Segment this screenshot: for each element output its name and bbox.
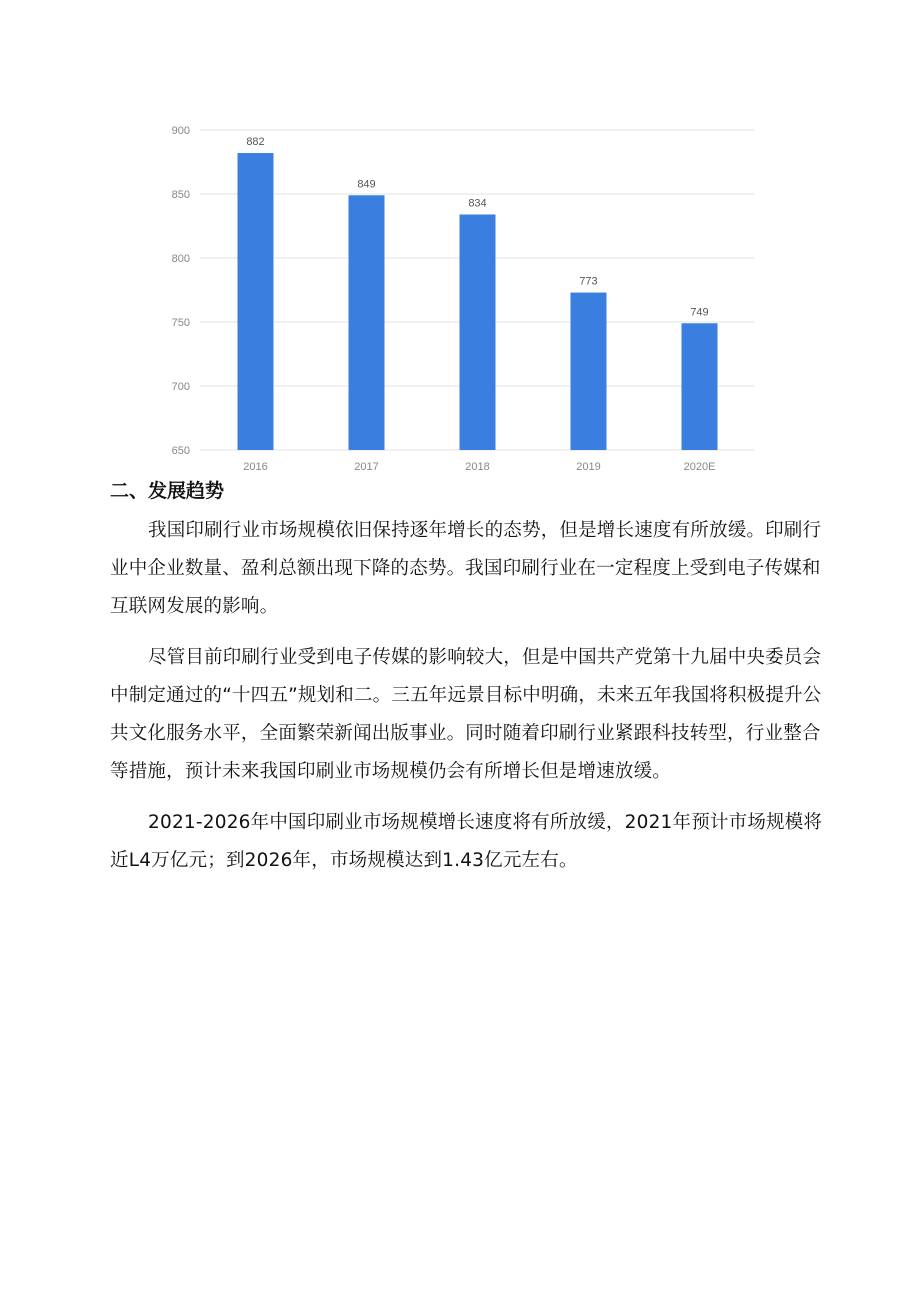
x-tick-label: 2016	[243, 461, 268, 473]
paragraph-3: 2021-2026年中国印刷业市场规模增长速度将有所放缓，2021年预计市场规模将近L4万亿元；到2026年，市场规模达到1.43亿元左右。	[110, 812, 823, 871]
y-tick-label: 900	[171, 125, 190, 137]
y-tick-label: 650	[171, 445, 190, 457]
y-tick-label: 750	[171, 317, 190, 329]
bar	[460, 214, 496, 450]
bar-value-label: 849	[357, 178, 376, 191]
y-tick-label: 850	[171, 189, 190, 201]
bar-value-label: 834	[468, 197, 487, 210]
paragraph-2: 尽管目前印刷行业受到电子传媒的影响较大，但是中国共产党第十九届中央委员会中制定通过的“十四五”规划和二。三五年远景目标中明确，未来五年我国将积极提升公共文化服务水平，全面繁荣新闻出版事业。同时随着印刷行业紧跟科技转型，行业整合等措施，预计未来我国印刷业市场规模仍会有所增长但是增速放缓。	[110, 647, 822, 782]
document-body	[110, 474, 830, 893]
y-tick-label: 700	[171, 381, 190, 393]
bar-value-label: 749	[690, 306, 709, 319]
x-tick-label: 2020E	[683, 461, 716, 473]
chart-canvas	[150, 115, 770, 480]
bar-chart	[150, 115, 770, 480]
x-tick-label: 2017	[354, 461, 379, 473]
bar	[571, 293, 607, 450]
x-tick-label: 2019	[576, 461, 601, 473]
section-title: 二、发展趋势	[110, 480, 225, 502]
bar	[349, 195, 385, 450]
bar-value-label: 882	[246, 136, 265, 149]
x-tick-label: 2018	[465, 461, 490, 473]
y-tick-label: 800	[171, 253, 190, 265]
bar-value-label: 773	[579, 275, 598, 288]
paragraph-1: 我国印刷行业市场规模依旧保持逐年增长的态势，但是增长速度有所放缓。印刷行业中企业数量、盈利总额出现下降的态势。我国印刷行业在一定程度上受到电子传媒和互联网发展的影响。	[110, 520, 822, 617]
bar	[682, 323, 718, 450]
bar	[238, 153, 274, 450]
